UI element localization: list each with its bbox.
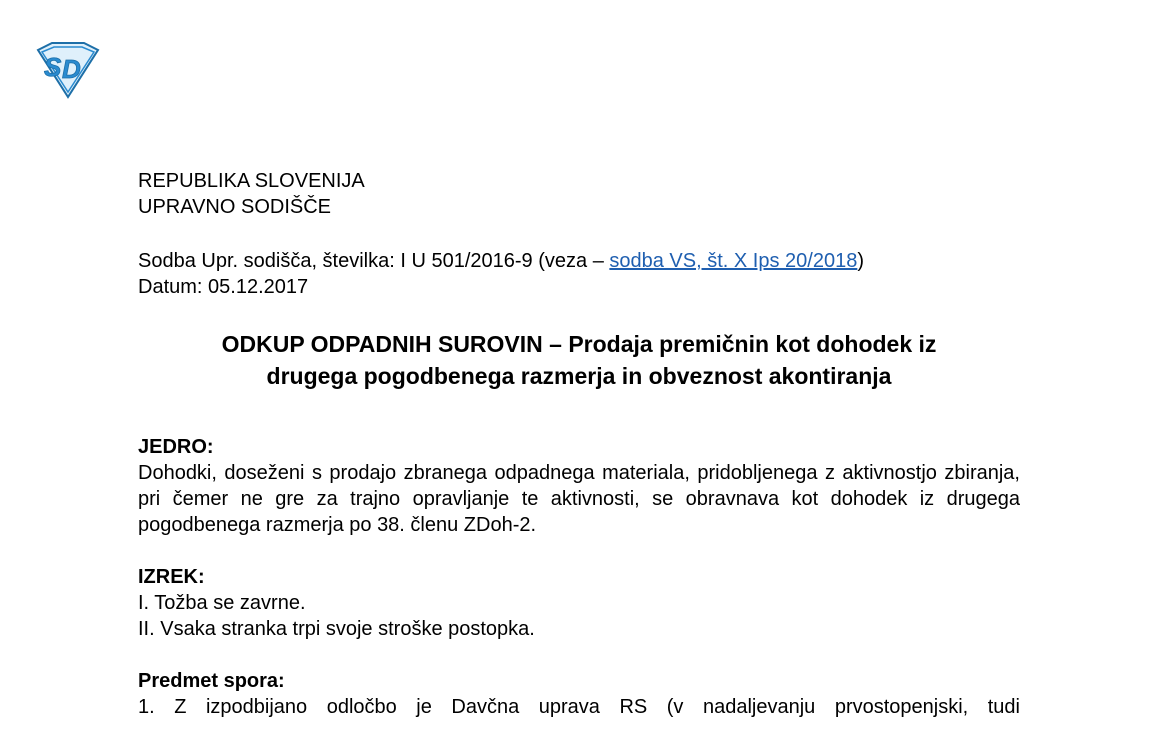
izrek-item-2: II. Vsaka stranka trpi svoje stroške postopka. — [138, 618, 535, 640]
izrek-item-1: I. Tožba se zavrne. — [138, 592, 306, 614]
jedro-heading: JEDRO: — [138, 436, 214, 458]
case-info — [138, 248, 1020, 300]
supreme-court-link[interactable]: sodba VS, št. X Ips 20/2018 — [609, 250, 858, 272]
sd-logo — [30, 40, 104, 100]
svg-text:D: D — [62, 54, 81, 84]
case-number-suffix: ) — [857, 250, 864, 272]
document-body — [138, 168, 1020, 720]
sd-diamond-logo-icon — [30, 40, 104, 100]
court-republic: REPUBLIKA SLOVENIJA — [138, 170, 365, 192]
document-title — [138, 328, 1020, 392]
izrek-section — [138, 564, 1020, 642]
izrek-heading: IZREK: — [138, 566, 205, 588]
case-date: Datum: 05.12.2017 — [138, 276, 309, 298]
jedro-text: Dohodki, doseženi s prodajo zbranega odpadnega materiala, pridobljenega z aktivnostjo zbiranja, pri čemer ne gre za trajno opravljanje te aktivnosti, se obravnava kot dohodek iz drugega pogodbenega razmerja po 38. členu ZDoh-2. — [138, 462, 1020, 536]
jedro-section — [138, 434, 1020, 538]
predmet-section — [138, 668, 1020, 720]
title-line-2: drugega pogodbenega razmerja in obveznost akontiranja — [266, 363, 892, 389]
case-number-text: Sodba Upr. sodišča, številka: I U 501/2016-9 (veza – — [138, 250, 610, 272]
predmet-text: 1. Z izpodbijano odločbo je Davčna uprava RS (v nadaljevanju prvostopenjski, tudi — [138, 696, 1020, 718]
title-line-1: ODKUP ODPADNIH SUROVIN – Prodaja premičnin kot dohodek iz — [221, 331, 937, 357]
court-name: UPRAVNO SODIŠČE — [138, 196, 331, 218]
predmet-heading: Predmet spora: — [138, 670, 285, 692]
svg-text:S: S — [44, 52, 62, 82]
case-number-line — [138, 248, 1020, 274]
